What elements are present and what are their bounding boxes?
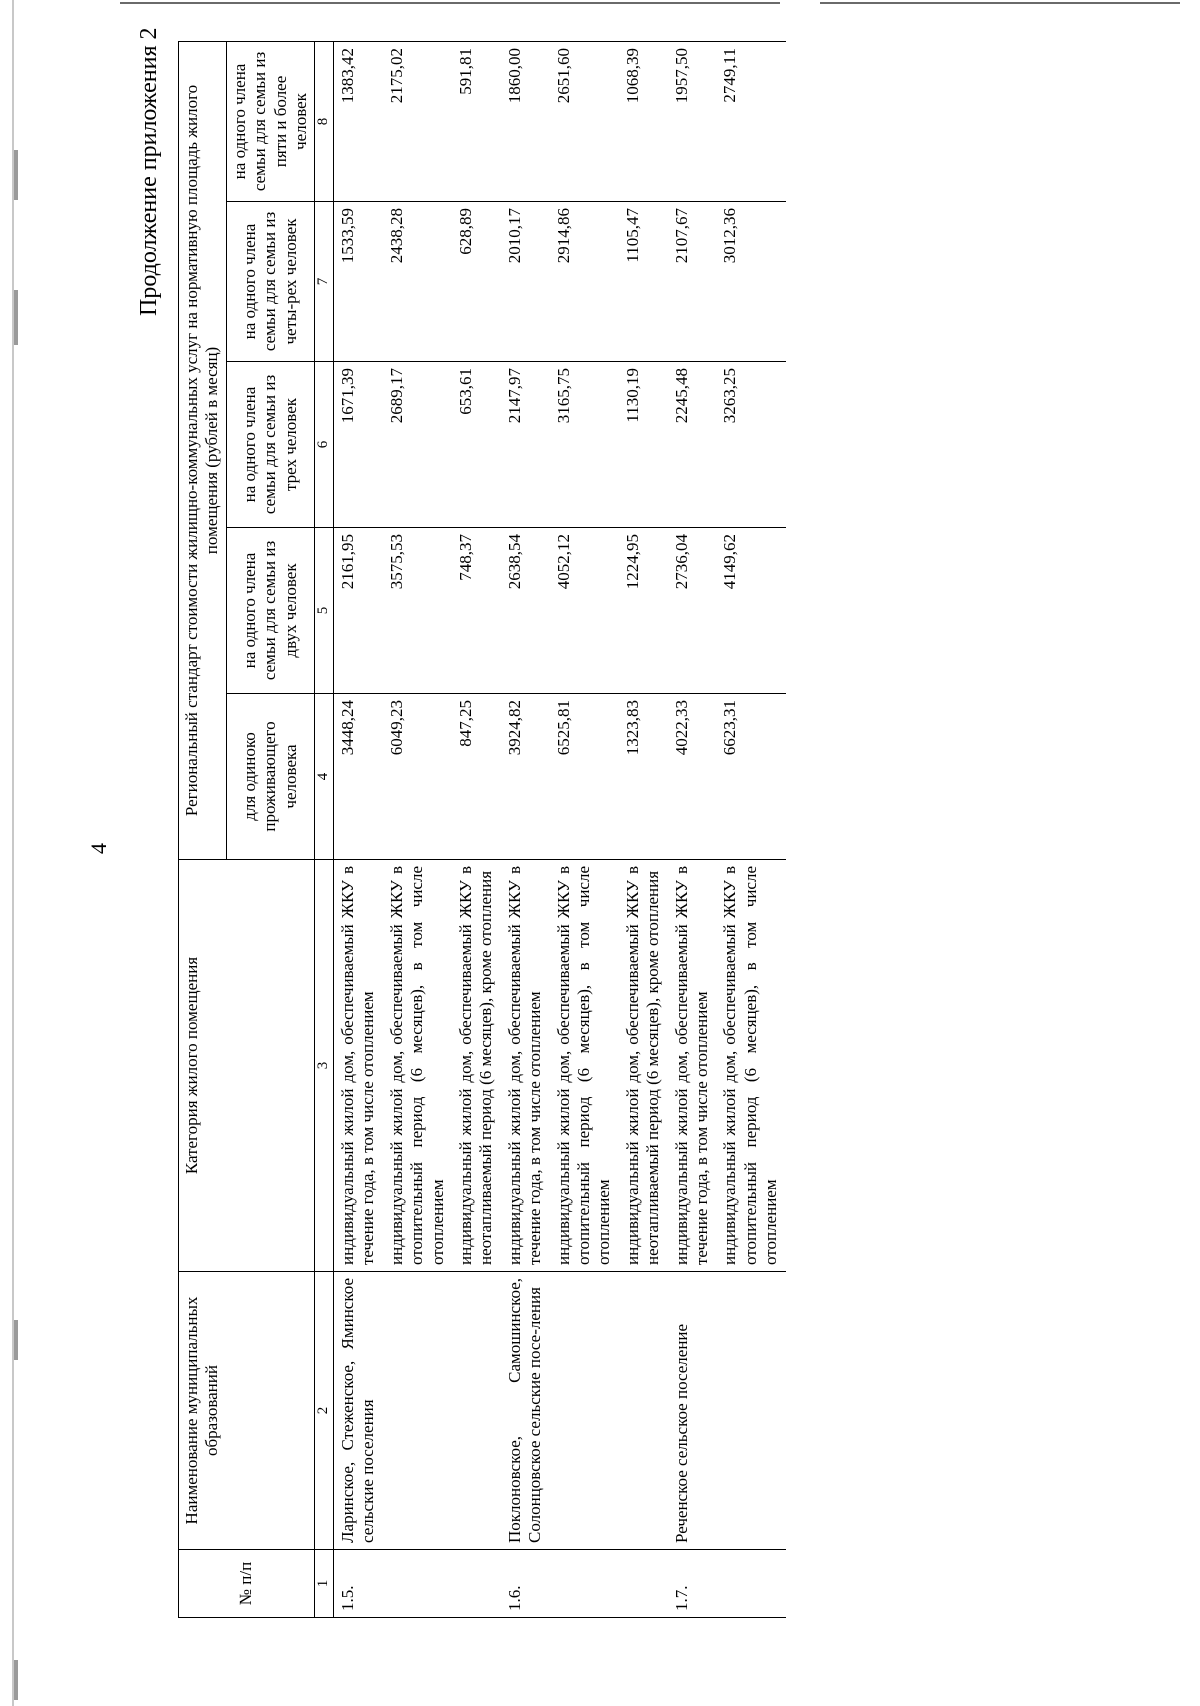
- header-category: Категория жилого помещения: [179, 860, 315, 1272]
- row-number: 1.5.: [334, 1550, 383, 1618]
- header-family-4: на одного члена семьи для семьи из четы-рех человек: [226, 202, 315, 362]
- municipality-name: Реченское сельское поселение: [668, 1272, 717, 1550]
- value-family-5: 1068,39: [619, 41, 668, 201]
- value-family-2: 2638,54: [501, 528, 550, 694]
- header-municipality: Наименование муниципальных образований: [179, 1272, 315, 1550]
- value-single: 1323,83: [619, 694, 668, 860]
- header-single: для одиноко проживающего человека: [226, 694, 315, 860]
- value-family-5: 591,81: [452, 41, 501, 201]
- table-row: [334, 41, 383, 1617]
- housing-category: индивидуальный жилой дом, обеспечиваемый ЖКУ в отопительный период (6 месяцев), в том числе отоплением: [716, 860, 785, 1272]
- row-number: [619, 1550, 668, 1618]
- header-family-5: на одного члена семьи для семьи из пяти и более человек: [226, 41, 315, 201]
- value-family-4: 2107,67: [668, 202, 717, 362]
- value-family-5: 2651,60: [550, 41, 619, 201]
- column-number: 7: [315, 202, 334, 362]
- municipality-name: [716, 1272, 785, 1550]
- row-number: [383, 1550, 452, 1618]
- table-body: [334, 41, 786, 1617]
- row-number: [716, 1550, 785, 1618]
- column-number: 4: [315, 694, 334, 860]
- table-row: [501, 41, 550, 1617]
- column-number: 8: [315, 41, 334, 201]
- value-family-2: 748,37: [452, 528, 501, 694]
- value-family-4: 1533,59: [334, 202, 383, 362]
- column-number: 3: [315, 860, 334, 1272]
- table-row: [716, 41, 785, 1617]
- value-family-2: 4052,12: [550, 528, 619, 694]
- header-number: № п/п: [179, 1550, 315, 1618]
- municipality-name: [452, 1272, 501, 1550]
- header-family-2: на одного члена семьи для семьи из двух человек: [226, 528, 315, 694]
- table-row: [550, 41, 619, 1617]
- value-family-4: 2010,17: [501, 202, 550, 362]
- value-family-5: 1957,50: [668, 41, 717, 201]
- value-family-5: 1860,00: [501, 41, 550, 201]
- value-family-2: 2161,95: [334, 528, 383, 694]
- value-family-4: 628,89: [452, 202, 501, 362]
- value-family-3: 3165,75: [550, 362, 619, 528]
- value-single: 6623,31: [716, 694, 785, 860]
- table-row: [668, 41, 717, 1617]
- housing-category: индивидуальный жилой дом, обеспечиваемый ЖКУ в течение года, в том числе отоплением: [334, 860, 383, 1272]
- continuation-title: Продолжение приложения 2: [136, 27, 162, 316]
- row-number: [452, 1550, 501, 1618]
- value-single: 6525,81: [550, 694, 619, 860]
- municipality-name: Поклоновское, Самошинское, Солонцовское сельские посе-ления: [501, 1272, 550, 1550]
- value-family-5: 1383,42: [334, 41, 383, 201]
- municipality-name: [383, 1272, 452, 1550]
- value-family-3: 2147,97: [501, 362, 550, 528]
- housing-category: индивидуальный жилой дом, обеспечиваемый ЖКУ в отопительный период (6 месяцев), в том числе отоплением: [550, 860, 619, 1272]
- row-number: 1.7.: [668, 1550, 717, 1618]
- value-family-5: 2175,02: [383, 41, 452, 201]
- housing-standard-table: [178, 41, 786, 1618]
- housing-category: индивидуальный жилой дом, обеспечиваемый ЖКУ в течение года, в том числе отоплением: [501, 860, 550, 1272]
- column-number: 6: [315, 362, 334, 528]
- value-single: 3448,24: [334, 694, 383, 860]
- value-family-5: 2749,11: [716, 41, 785, 201]
- column-number: 5: [315, 528, 334, 694]
- municipality-name: Ларинское, Стеженское, Яминское сельские поселения: [334, 1272, 383, 1550]
- value-single: 4022,33: [668, 694, 717, 860]
- header-family-3: на одного члена семьи для семьи из трех человек: [226, 362, 315, 528]
- value-family-2: 2736,04: [668, 528, 717, 694]
- value-single: 847,25: [452, 694, 501, 860]
- column-number: 2: [315, 1272, 334, 1550]
- housing-category: индивидуальный жилой дом, обеспечиваемый ЖКУ в неотапливаемый период (6 месяцев), кроме отопления: [619, 860, 668, 1272]
- column-number: 1: [315, 1550, 334, 1618]
- value-family-4: 3012,36: [716, 202, 785, 362]
- housing-category: индивидуальный жилой дом, обеспечиваемый ЖКУ в течение года, в том числе отоплением: [668, 860, 717, 1272]
- value-family-4: 2914,86: [550, 202, 619, 362]
- municipality-name: [550, 1272, 619, 1550]
- value-family-3: 653,61: [452, 362, 501, 528]
- table-row: [452, 41, 501, 1617]
- value-family-3: 1130,19: [619, 362, 668, 528]
- value-single: 6049,23: [383, 694, 452, 860]
- value-family-3: 2245,48: [668, 362, 717, 528]
- row-number: 1.6.: [501, 1550, 550, 1618]
- value-family-2: 3575,53: [383, 528, 452, 694]
- municipality-name: [619, 1272, 668, 1550]
- housing-category: индивидуальный жилой дом, обеспечиваемый ЖКУ в отопительный период (6 месяцев), в том числе отоплением: [383, 860, 452, 1272]
- table-row: [383, 41, 452, 1617]
- value-family-3: 3263,25: [716, 362, 785, 528]
- value-family-4: 2438,28: [383, 202, 452, 362]
- value-family-3: 1671,39: [334, 362, 383, 528]
- value-family-3: 2689,17: [383, 362, 452, 528]
- header-regional-standard: Региональный стандарт стоимости жилищно-коммунальных услуг на нормативную площадь жилого помещения (рублей в месяц): [179, 41, 227, 859]
- table-row: [619, 41, 668, 1617]
- value-family-2: 4149,62: [716, 528, 785, 694]
- value-family-4: 1105,47: [619, 202, 668, 362]
- page-number: 4: [86, 843, 111, 854]
- housing-category: индивидуальный жилой дом, обеспечиваемый ЖКУ в неотапливаемый период (6 месяцев), кроме отопления: [452, 860, 501, 1272]
- value-family-2: 1224,95: [619, 528, 668, 694]
- row-number: [550, 1550, 619, 1618]
- value-single: 3924,82: [501, 694, 550, 860]
